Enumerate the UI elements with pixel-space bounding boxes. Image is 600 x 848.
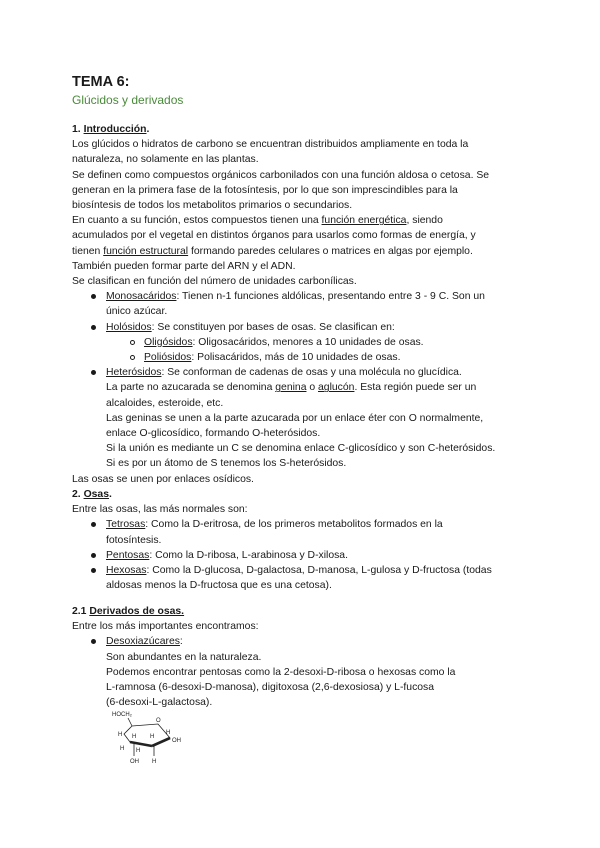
h-label: H xyxy=(120,746,125,752)
list-item-continuation: Podemos encontrar pentosas como la 2-desoxi-D-ribosa o hexosas como la xyxy=(106,666,456,678)
section-heading: 2. Osas. xyxy=(72,489,112,500)
page-title: TEMA 6: xyxy=(72,74,130,90)
paragraph-line: Entre las osas, las más normales son: xyxy=(72,504,248,516)
list-item-hexosas: Hexosas: Como la D-glucosa, D-galactosa, D-manosa, L-gulosa y D-fructosa (todas xyxy=(72,563,532,578)
list-item-continuation: Son abundantes en la naturaleza. xyxy=(106,651,262,663)
list-item-continuation: Si es por un átomo de S tenemos los S-heterósidos. xyxy=(106,458,347,470)
haworth-structure-diagram xyxy=(110,708,190,768)
ring-oxygen-label: O xyxy=(156,718,161,724)
circle-bullet-icon xyxy=(130,340,135,345)
term-funcion-estructural: función estructural xyxy=(103,245,189,257)
h-label: H xyxy=(152,759,157,765)
bullet-icon xyxy=(91,553,96,558)
list-item-tetrosas: Tetrosas: Como la D-eritrosa, de los primeros metabolitos formados en la xyxy=(72,517,532,532)
list-item-heterosidos: Heterósidos: Se conforman de cadenas de osas y una molécula no glucídica. xyxy=(72,365,532,380)
list-item-holosidos: Holósidos: Se constituyen por bases de osas. Se clasifican en: xyxy=(72,320,532,335)
paragraph-line: Se definen como compuestos orgánicos carbonilados con una función aldosa o cetosa. Se xyxy=(72,169,490,181)
paragraph-line: Los glúcidos o hidratos de carbono se encuentran distribuidos ampliamente en toda la xyxy=(72,139,469,151)
paragraph-line: También pueden formar parte del ARN y el ADN. xyxy=(72,260,296,272)
h-label: H xyxy=(118,732,123,738)
list-item-pentosas: Pentosas: Como la D-ribosa, L-arabinosa y D-xilosa. xyxy=(72,548,532,563)
list-item-continuation: L-ramnosa (6-desoxi-D-manosa), digitoxosa (2,6-dexosiosa) y L-fucosa xyxy=(106,682,435,694)
bullet-icon xyxy=(91,370,96,375)
bullet-icon xyxy=(91,522,96,527)
list-item-continuation: fotosíntesis. xyxy=(106,534,162,546)
paragraph-line: biosíntesis de todos los metabolitos primarios o secundarios. xyxy=(72,200,353,212)
h-label: H xyxy=(150,734,155,740)
list-item-poliosidos: Poliósidos: Polisacáridos, más de 10 unidades de osas. xyxy=(72,350,532,365)
page-subtitle: Glúcidos y derivados xyxy=(72,93,184,107)
paragraph-line: Las osas se unen por enlaces osídicos. xyxy=(72,473,254,485)
list-item-continuation: alcaloides, esteroide, etc. xyxy=(106,397,224,409)
paragraph-line: Se clasifican en función del número de unidades carbonílicas. xyxy=(72,276,357,288)
section-heading: 2.1 Derivados de osas. xyxy=(72,606,185,617)
list-item-continuation: único azúcar. xyxy=(106,306,168,318)
list-item-continuation: aldosas menos la D-fructosa que es una cetosa). xyxy=(106,580,332,592)
list-item-continuation: (6-desoxi-L-galactosa). xyxy=(106,697,213,709)
paragraph-line: tienen función estructural formando paredes celulares o matrices en algas por ejemplo. xyxy=(72,245,473,257)
section-osas xyxy=(72,487,532,593)
h-label: H xyxy=(166,730,171,736)
bullet-icon xyxy=(91,294,96,299)
list-item-continuation: enlace O-glicosídico, formando O-heterósidos. xyxy=(106,428,321,440)
paragraph-line: Entre los más importantes encontramos: xyxy=(72,621,259,633)
section-introduccion xyxy=(72,122,532,487)
paragraph-line: En cuanto a su función, estos compuestos tienen una función energética, siendo xyxy=(72,215,443,227)
paragraph-line: naturaleza, no solamente en las plantas. xyxy=(72,154,259,166)
bullet-icon xyxy=(91,639,96,644)
paragraph-line: generan en la primera fase de la fotosíntesis, por lo que son imprescindibles para la xyxy=(72,184,458,196)
bullet-icon xyxy=(91,325,96,330)
list-item-continuation: La parte no azucarada se denomina genina o aglucón. Esta región puede ser un xyxy=(106,382,477,394)
list-item-continuation: Las geninas se unen a la parte azucarada por un enlace éter con O normalmente, xyxy=(106,412,484,424)
section-heading: 1. Introducción. xyxy=(72,124,150,135)
h-label: H xyxy=(136,748,141,754)
term-funcion-energetica: función energética xyxy=(321,215,407,227)
list-item-desoxiazucares: Desoxiazúcares: xyxy=(72,634,532,649)
circle-bullet-icon xyxy=(130,355,135,360)
bullet-icon xyxy=(91,568,96,573)
oh-label: OH xyxy=(130,759,139,765)
hoch2-label: HOCH₂ xyxy=(112,712,132,718)
h-label: H xyxy=(132,734,137,740)
paragraph-line: acumulados por el vegetal en distintos órganos para usarlos como formas de energía, y xyxy=(72,230,476,242)
section-derivados-osas xyxy=(72,604,532,710)
oh-label: OH xyxy=(172,738,181,744)
list-item-monosacaridos: Monosacáridos: Tienen n-1 funciones aldólicas, presentando entre 3 - 9 C. Son un xyxy=(72,289,532,304)
list-item-continuation: Si la unión es mediante un C se denomina enlace C-glicosídico y son C-heterósidos. xyxy=(106,443,496,455)
list-item-oligosidos: Oligósidos: Oligosacáridos, menores a 10 unidades de osas. xyxy=(72,335,532,350)
